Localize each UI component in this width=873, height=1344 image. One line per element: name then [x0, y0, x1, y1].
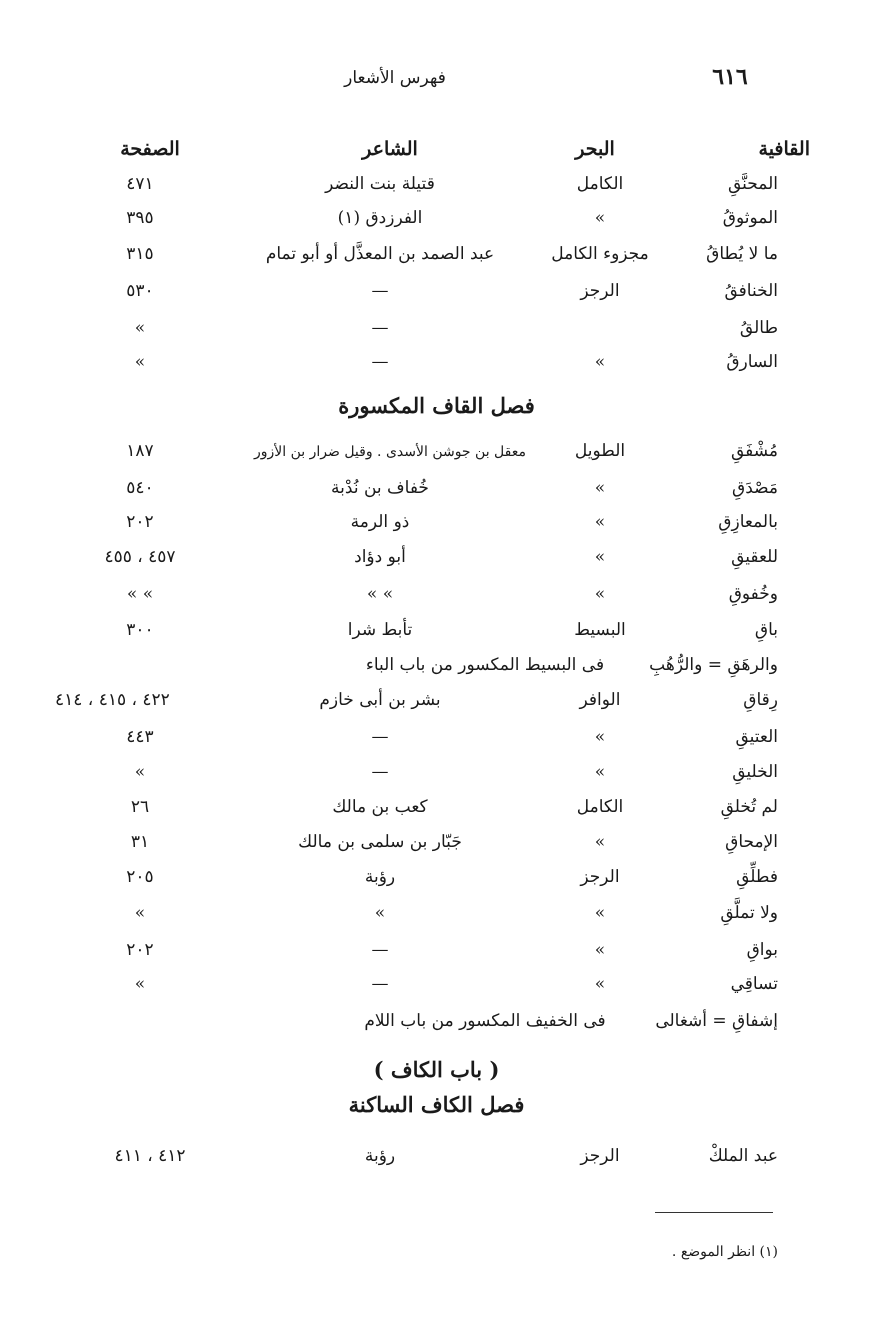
page-cell: ٣١ [130, 832, 150, 852]
bahr-cell: » [594, 478, 606, 498]
page-cell: ٥٤٠ [126, 478, 154, 498]
index-row [0, 620, 873, 654]
bahr-cell: » [594, 208, 606, 228]
qafiya-cell: وخُفوقِ [728, 584, 778, 604]
index-row [0, 174, 873, 208]
qafiya-cell: والرهَقِ = والرُّهُبِ [649, 655, 778, 675]
qafiya-cell: رِقاقِ [743, 690, 778, 710]
poet-cell: — [371, 727, 389, 747]
index-row [0, 797, 873, 831]
index-row [0, 867, 873, 901]
poet-cell: — [371, 318, 389, 338]
page-cell: ٤٤٣ [126, 727, 154, 747]
page-cell: ٤٧١ [126, 174, 154, 194]
qafiya-cell: بالمعازِقِ [718, 512, 778, 532]
qafiya-cell: باقِ [754, 620, 778, 640]
qafiya-cell: الإمحاقِ [725, 832, 778, 852]
column-header-page: الصفحة [120, 138, 180, 160]
index-row [0, 727, 873, 761]
bahr-cell: » [594, 832, 606, 852]
index-row [0, 903, 873, 937]
qafiya-cell: لم تُخلقِ [720, 797, 778, 817]
page-cell: » » [126, 584, 154, 604]
qafiya-cell: للعقيقِ [731, 547, 778, 567]
bahr-cell: البسيط [574, 620, 626, 640]
qafiya-cell: مُشْفَقِ [730, 441, 778, 461]
section-heading: فصل الكاف الساكنة [348, 1092, 525, 1117]
bahr-cell: الرجز [580, 867, 620, 887]
qafiya-cell: طالقُ [739, 318, 778, 338]
page-cell: ٤٢٢ ، ٤١٥ ، ٤١٤ [55, 690, 170, 710]
footnote: (١) انظر الموضع . [671, 1244, 778, 1260]
bahr-cell: » [594, 974, 606, 994]
poet-cell: الفرزدق (١) [337, 208, 423, 228]
index-row [0, 281, 873, 315]
page-cell: ٣١٥ [126, 244, 154, 264]
index-row [0, 547, 873, 581]
poet-cell: رؤبة [364, 1146, 396, 1166]
qafiya-cell: ولا تملَّقِ [720, 903, 778, 923]
bahr-cell: » [594, 762, 606, 782]
bahr-cell: » [594, 512, 606, 532]
bahr-cell: الكامل [576, 174, 624, 194]
running-header-title: فهرس الأشعار [344, 68, 446, 88]
column-header-shaer: الشاعر [362, 138, 418, 160]
index-row [0, 318, 873, 352]
index-row [0, 352, 873, 386]
bahr-cell: الوافر [579, 690, 621, 710]
bahr-cell: الرجز [580, 1146, 620, 1166]
poet-cell: جَبّار بن سلمى بن مالك [298, 832, 462, 852]
footnote-divider [655, 1212, 773, 1213]
poet-cell: عبد الصمد بن المعذَّل أو أبو تمام [265, 244, 495, 264]
poet-cell: » [374, 903, 386, 923]
bahr-cell: مجزوء الكامل [551, 244, 649, 264]
index-row [0, 441, 873, 475]
index-row [0, 974, 873, 1008]
bahr-cell: الطويل [574, 441, 626, 461]
index-row [0, 1146, 873, 1180]
index-row [0, 208, 873, 242]
poet-cell: رؤبة [364, 867, 396, 887]
qafiya-cell: تساقِي [730, 974, 778, 994]
page-cell: » [134, 318, 146, 338]
poet-cell: تأبط شرا [347, 620, 413, 640]
page-cell: ٢٠٥ [126, 867, 154, 887]
poet-cell: ذو الرمة [350, 512, 410, 532]
qafiya-cell: عبد الملكْ [708, 1146, 778, 1166]
page-cell: » [134, 903, 146, 923]
index-row [0, 832, 873, 866]
bahr-cell: » [594, 940, 606, 960]
poet-cell: معقل بن جوشن الأسدى . وقيل ضرار بن الأزور [254, 444, 526, 460]
page-number: ٦١٦ [712, 64, 748, 90]
poet-cell: أبو دؤاد [354, 547, 406, 567]
page-cell: ٣٠٠ [126, 620, 154, 640]
poet-cell: خُفاف بن نُدْبة [331, 478, 429, 498]
page-cell: ٣٩٥ [126, 208, 154, 228]
poet-cell: — [371, 974, 389, 994]
cross-reference-row [0, 1011, 873, 1045]
poet-cell: — [371, 352, 389, 372]
index-row [0, 478, 873, 512]
qafiya-cell: السارقُ [726, 352, 778, 372]
page-cell: ٤٥٧ ، ٤٥٥ [104, 547, 176, 567]
bahr-cell: » [594, 584, 606, 604]
poet-cell: » » [366, 584, 394, 604]
qafiya-cell: الخليقِ [732, 762, 778, 782]
page-cell: ١٨٧ [126, 441, 154, 461]
qafiya-cell: فطلِّقِ [736, 867, 778, 887]
index-row [0, 584, 873, 618]
poet-cell: بشر بن أبى خازم [319, 690, 441, 710]
bahr-cell: الرجز [580, 281, 620, 301]
page-cell: ٢٠٢ [126, 940, 154, 960]
index-row [0, 762, 873, 796]
bahr-cell: » [594, 727, 606, 747]
qafiya-cell: بواقِ [746, 940, 778, 960]
qafiya-cell: العتيقِ [735, 727, 778, 747]
index-row [0, 512, 873, 546]
poet-cell: كعب بن مالك [332, 797, 428, 817]
cross-reference-text: فى الخفيف المكسور من باب اللام [364, 1011, 606, 1031]
qafiya-cell: مَصْدَقِ [732, 478, 778, 498]
bahr-cell: » [594, 903, 606, 923]
index-row [0, 244, 873, 278]
qafiya-cell: الموثوقُ [722, 208, 778, 228]
page-cell: ٤١٢ ، ٤١١ [114, 1146, 186, 1166]
poet-cell: قتيلة بنت النضر [325, 174, 435, 194]
chapter-heading: ( باب الكاف ) [373, 1057, 500, 1082]
bahr-cell: » [594, 547, 606, 567]
qafiya-cell: الخنافقُ [724, 281, 778, 301]
page-cell: » [134, 762, 146, 782]
poet-cell: — [371, 762, 389, 782]
page-cell: » [134, 352, 146, 372]
index-row [0, 690, 873, 724]
qafiya-cell: المحنَّقِ [727, 174, 778, 194]
qafiya-cell: ما لا يُطاقُ [706, 244, 778, 264]
poet-cell: — [371, 281, 389, 301]
page-cell: ٢٦ [130, 797, 150, 817]
qafiya-cell: إشفاقِ = أشغالى [655, 1011, 778, 1031]
column-header-qafiya: القافية [758, 138, 810, 160]
page-cell: ٢٠٢ [126, 512, 154, 532]
poet-cell: — [371, 940, 389, 960]
column-header-bahr: البحر [575, 138, 615, 160]
bahr-cell: الكامل [576, 797, 624, 817]
bahr-cell: » [594, 352, 606, 372]
cross-reference-text: فى البسيط المكسور من باب الباء [365, 655, 605, 675]
index-row [0, 940, 873, 974]
cross-reference-row [0, 655, 873, 689]
page-cell: ٥٣٠ [126, 281, 154, 301]
section-heading: فصل القاف المكسورة [338, 393, 535, 418]
page-cell: » [134, 974, 146, 994]
